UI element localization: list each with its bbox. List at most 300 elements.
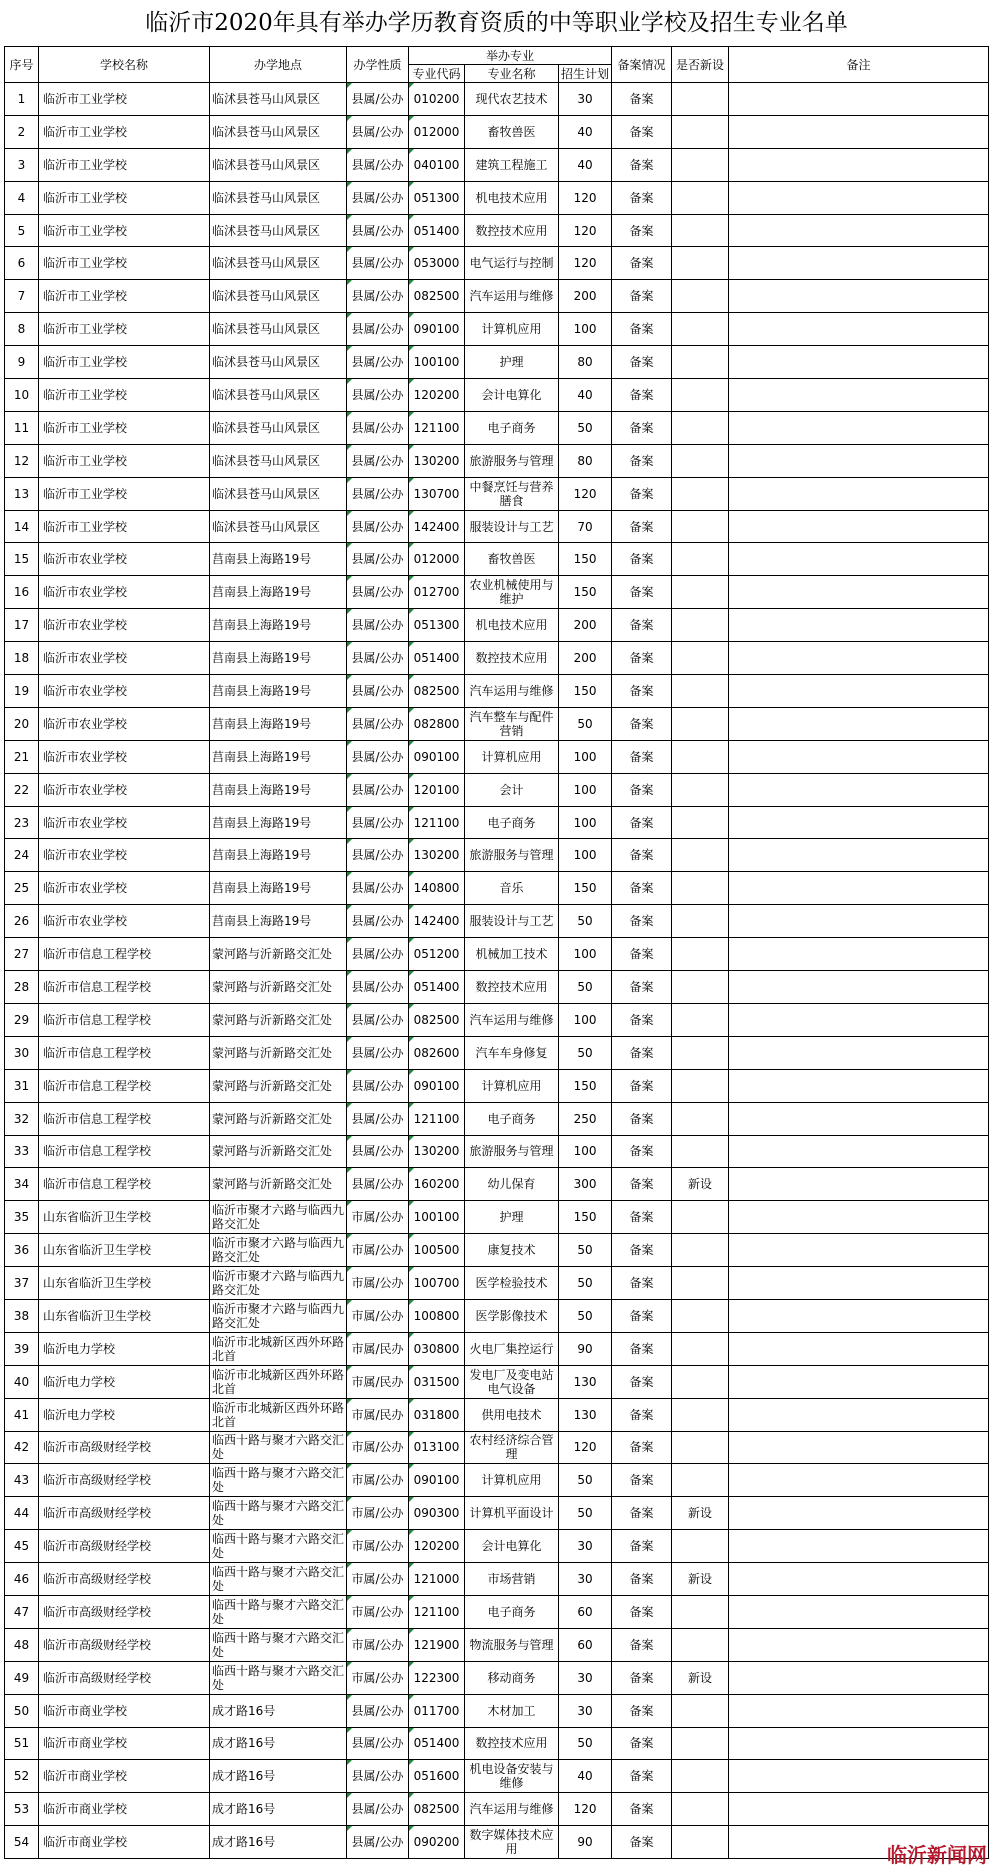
row-filing: 备案 xyxy=(612,1135,672,1168)
table-row xyxy=(5,1267,989,1300)
row-seq: 14 xyxy=(5,510,39,543)
row-remark xyxy=(729,740,989,773)
row-school: 临沂市农业学校 xyxy=(39,609,210,642)
table-row xyxy=(5,1431,989,1464)
row-major-name: 农村经济综合管理 xyxy=(465,1431,559,1464)
row-seq: 32 xyxy=(5,1102,39,1135)
row-code: 040100 xyxy=(409,148,465,181)
row-location: 临沂市北城新区西外环路北首 xyxy=(210,1365,347,1398)
row-plan: 40 xyxy=(559,115,612,148)
row-new xyxy=(672,247,729,280)
row-code: 010200 xyxy=(409,83,465,116)
row-school: 临沂市商业学校 xyxy=(39,1694,210,1727)
row-major-name: 数控技术应用 xyxy=(465,642,559,675)
row-seq: 30 xyxy=(5,1036,39,1069)
row-nature: 市属/公办 xyxy=(347,1497,409,1530)
row-plan: 50 xyxy=(559,1497,612,1530)
row-major-name: 会计电算化 xyxy=(465,379,559,412)
row-school: 临沂市工业学校 xyxy=(39,214,210,247)
table-row xyxy=(5,1563,989,1596)
row-location: 临西十路与聚才六路交汇处 xyxy=(210,1661,347,1694)
table-row xyxy=(5,214,989,247)
row-plan: 150 xyxy=(559,675,612,708)
row-remark xyxy=(729,872,989,905)
row-code: 012700 xyxy=(409,576,465,609)
row-seq: 25 xyxy=(5,872,39,905)
row-remark xyxy=(729,1069,989,1102)
row-new xyxy=(672,1036,729,1069)
row-location: 临西十路与聚才六路交汇处 xyxy=(210,1530,347,1563)
row-filing: 备案 xyxy=(612,379,672,412)
row-plan: 50 xyxy=(559,905,612,938)
row-remark xyxy=(729,1036,989,1069)
row-code: 013100 xyxy=(409,1431,465,1464)
row-filing: 备案 xyxy=(612,1628,672,1661)
row-remark xyxy=(729,1431,989,1464)
row-major-name: 旅游服务与管理 xyxy=(465,1135,559,1168)
row-location: 临沭县苍马山风景区 xyxy=(210,214,347,247)
row-remark xyxy=(729,148,989,181)
row-major-name: 旅游服务与管理 xyxy=(465,444,559,477)
row-new xyxy=(672,1365,729,1398)
row-major-name: 电子商务 xyxy=(465,411,559,444)
row-remark xyxy=(729,1332,989,1365)
row-new xyxy=(672,806,729,839)
row-major-name: 电气运行与控制 xyxy=(465,247,559,280)
row-location: 临沭县苍马山风景区 xyxy=(210,411,347,444)
row-plan: 100 xyxy=(559,773,612,806)
row-seq: 51 xyxy=(5,1727,39,1760)
row-remark xyxy=(729,379,989,412)
table-row xyxy=(5,707,989,740)
table-row xyxy=(5,1628,989,1661)
row-new xyxy=(672,609,729,642)
row-filing: 备案 xyxy=(612,313,672,346)
row-code: 121100 xyxy=(409,411,465,444)
row-location: 蒙河路与沂新路交汇处 xyxy=(210,971,347,1004)
row-filing: 备案 xyxy=(612,806,672,839)
row-code: 090100 xyxy=(409,1069,465,1102)
row-seq: 13 xyxy=(5,477,39,510)
row-location: 莒南县上海路19号 xyxy=(210,905,347,938)
row-major-name: 医学检验技术 xyxy=(465,1267,559,1300)
row-seq: 39 xyxy=(5,1332,39,1365)
row-location: 临沭县苍马山风景区 xyxy=(210,280,347,313)
row-major-name: 数字媒体技术应用 xyxy=(465,1826,559,1859)
row-code: 142400 xyxy=(409,510,465,543)
row-remark xyxy=(729,346,989,379)
row-filing: 备案 xyxy=(612,642,672,675)
row-nature: 县属/公办 xyxy=(347,313,409,346)
row-major-name: 机电设备安装与维修 xyxy=(465,1760,559,1793)
table-row xyxy=(5,1694,989,1727)
table-row xyxy=(5,1398,989,1431)
row-major-name: 畜牧兽医 xyxy=(465,115,559,148)
row-nature: 县属/公办 xyxy=(347,1760,409,1793)
row-major-name: 幼儿保育 xyxy=(465,1168,559,1201)
table-row xyxy=(5,1036,989,1069)
row-major-name: 会计电算化 xyxy=(465,1530,559,1563)
row-new xyxy=(672,1595,729,1628)
row-filing: 备案 xyxy=(612,1102,672,1135)
row-new xyxy=(672,905,729,938)
row-school: 临沂市工业学校 xyxy=(39,247,210,280)
row-location: 蒙河路与沂新路交汇处 xyxy=(210,1003,347,1036)
row-new xyxy=(672,543,729,576)
row-new xyxy=(672,642,729,675)
row-code: 012000 xyxy=(409,115,465,148)
row-plan: 120 xyxy=(559,477,612,510)
row-plan: 250 xyxy=(559,1102,612,1135)
row-new xyxy=(672,181,729,214)
row-new xyxy=(672,1069,729,1102)
row-school: 临沂市工业学校 xyxy=(39,115,210,148)
row-filing: 备案 xyxy=(612,1661,672,1694)
row-remark xyxy=(729,609,989,642)
row-filing: 备案 xyxy=(612,346,672,379)
row-plan: 50 xyxy=(559,1234,612,1267)
row-code: 100700 xyxy=(409,1267,465,1300)
row-filing: 备案 xyxy=(612,181,672,214)
row-nature: 县属/公办 xyxy=(347,280,409,313)
row-new xyxy=(672,313,729,346)
row-nature: 市属/公办 xyxy=(347,1628,409,1661)
header-filing: 备案情况 xyxy=(612,47,672,83)
table-row xyxy=(5,642,989,675)
row-plan: 30 xyxy=(559,1661,612,1694)
header-code: 专业代码 xyxy=(409,65,465,83)
row-new: 新设 xyxy=(672,1563,729,1596)
row-plan: 100 xyxy=(559,1003,612,1036)
row-plan: 50 xyxy=(559,971,612,1004)
row-nature: 县属/公办 xyxy=(347,707,409,740)
row-location: 莒南县上海路19号 xyxy=(210,773,347,806)
row-major-name: 火电厂集控运行 xyxy=(465,1332,559,1365)
row-remark xyxy=(729,1267,989,1300)
row-plan: 200 xyxy=(559,642,612,675)
row-plan: 30 xyxy=(559,1694,612,1727)
row-filing: 备案 xyxy=(612,1168,672,1201)
row-nature: 县属/公办 xyxy=(347,1069,409,1102)
row-school: 临沂市商业学校 xyxy=(39,1760,210,1793)
row-code: 100800 xyxy=(409,1299,465,1332)
row-new xyxy=(672,1727,729,1760)
row-major-name: 数控技术应用 xyxy=(465,214,559,247)
row-nature: 市属/公办 xyxy=(347,1234,409,1267)
row-new xyxy=(672,1267,729,1300)
row-filing: 备案 xyxy=(612,1069,672,1102)
row-major-name: 服装设计与工艺 xyxy=(465,510,559,543)
row-major-name: 机电技术应用 xyxy=(465,181,559,214)
table-row xyxy=(5,1464,989,1497)
row-plan: 100 xyxy=(559,839,612,872)
table-row xyxy=(5,313,989,346)
school-major-table xyxy=(4,46,989,1867)
row-filing: 备案 xyxy=(612,675,672,708)
row-seq: 17 xyxy=(5,609,39,642)
row-code: 012000 xyxy=(409,543,465,576)
row-code: 031800 xyxy=(409,1398,465,1431)
row-plan: 30 xyxy=(559,83,612,116)
row-nature: 县属/公办 xyxy=(347,609,409,642)
row-nature: 县属/公办 xyxy=(347,1727,409,1760)
row-major-name: 移动商务 xyxy=(465,1661,559,1694)
row-seq: 31 xyxy=(5,1069,39,1102)
row-filing: 备案 xyxy=(612,115,672,148)
row-school: 临沂市高级财经学校 xyxy=(39,1431,210,1464)
table-row xyxy=(5,806,989,839)
row-remark xyxy=(729,411,989,444)
row-filing: 备案 xyxy=(612,214,672,247)
row-plan: 100 xyxy=(559,1135,612,1168)
row-code: 090100 xyxy=(409,740,465,773)
header-nature: 办学性质 xyxy=(347,47,409,83)
row-plan: 60 xyxy=(559,1628,612,1661)
row-plan: 200 xyxy=(559,280,612,313)
row-filing: 备案 xyxy=(612,971,672,1004)
table-row xyxy=(5,1661,989,1694)
table-row xyxy=(5,938,989,971)
row-plan: 90 xyxy=(559,1826,612,1859)
row-seq: 52 xyxy=(5,1760,39,1793)
row-seq: 28 xyxy=(5,971,39,1004)
row-seq: 24 xyxy=(5,839,39,872)
header-location: 办学地点 xyxy=(210,47,347,83)
row-location: 临沂市北城新区西外环路北首 xyxy=(210,1332,347,1365)
row-code: 011700 xyxy=(409,1694,465,1727)
row-plan: 150 xyxy=(559,543,612,576)
table-row xyxy=(5,543,989,576)
row-school: 临沂市农业学校 xyxy=(39,576,210,609)
row-remark xyxy=(729,510,989,543)
row-nature: 县属/公办 xyxy=(347,1793,409,1826)
row-filing: 备案 xyxy=(612,1464,672,1497)
row-location: 莒南县上海路19号 xyxy=(210,543,347,576)
row-new: 新设 xyxy=(672,1661,729,1694)
row-new xyxy=(672,1102,729,1135)
row-seq: 35 xyxy=(5,1201,39,1234)
row-code: 082500 xyxy=(409,1003,465,1036)
row-new xyxy=(672,675,729,708)
row-nature: 县属/公办 xyxy=(347,214,409,247)
row-nature: 县属/公办 xyxy=(347,115,409,148)
row-filing: 备案 xyxy=(612,1431,672,1464)
row-code: 121900 xyxy=(409,1628,465,1661)
row-seq: 18 xyxy=(5,642,39,675)
row-location: 莒南县上海路19号 xyxy=(210,609,347,642)
table-row xyxy=(5,1168,989,1201)
row-school: 临沂市农业学校 xyxy=(39,872,210,905)
row-school: 临沂市信息工程学校 xyxy=(39,1102,210,1135)
row-location: 临西十路与聚才六路交汇处 xyxy=(210,1595,347,1628)
row-major-name: 汽车运用与维修 xyxy=(465,1793,559,1826)
row-school: 临沂市工业学校 xyxy=(39,444,210,477)
table-row xyxy=(5,1760,989,1793)
row-new xyxy=(672,1003,729,1036)
row-seq: 50 xyxy=(5,1694,39,1727)
row-location: 成才路16号 xyxy=(210,1727,347,1760)
row-location: 临西十路与聚才六路交汇处 xyxy=(210,1628,347,1661)
row-major-name: 会计 xyxy=(465,773,559,806)
row-location: 临沭县苍马山风景区 xyxy=(210,444,347,477)
row-code: 051400 xyxy=(409,1727,465,1760)
row-remark xyxy=(729,1102,989,1135)
row-code: 130700 xyxy=(409,477,465,510)
row-school: 临沂市农业学校 xyxy=(39,905,210,938)
page-title: 临沂市2020年具有举办学历教育资质的中等职业学校及招生专业名单 xyxy=(145,10,848,36)
table-row xyxy=(5,609,989,642)
row-filing: 备案 xyxy=(612,1003,672,1036)
row-school: 临沂市高级财经学校 xyxy=(39,1497,210,1530)
row-school: 临沂电力学校 xyxy=(39,1332,210,1365)
row-code: 160200 xyxy=(409,1168,465,1201)
row-major-name: 数控技术应用 xyxy=(465,1727,559,1760)
row-school: 临沂市信息工程学校 xyxy=(39,971,210,1004)
row-location: 临西十路与聚才六路交汇处 xyxy=(210,1497,347,1530)
table-row xyxy=(5,510,989,543)
row-major-name: 计算机应用 xyxy=(465,1069,559,1102)
row-new xyxy=(672,971,729,1004)
row-school: 临沂市工业学校 xyxy=(39,313,210,346)
table-row xyxy=(5,181,989,214)
row-remark xyxy=(729,83,989,116)
row-seq: 42 xyxy=(5,1431,39,1464)
row-seq: 23 xyxy=(5,806,39,839)
row-remark xyxy=(729,1760,989,1793)
table-row xyxy=(5,346,989,379)
row-major-name: 旅游服务与管理 xyxy=(465,839,559,872)
row-code: 082600 xyxy=(409,1036,465,1069)
table-row xyxy=(5,83,989,116)
row-new xyxy=(672,214,729,247)
row-seq: 22 xyxy=(5,773,39,806)
row-code: 100100 xyxy=(409,346,465,379)
header-seq: 序号 xyxy=(5,47,39,83)
row-remark xyxy=(729,1201,989,1234)
row-nature: 县属/公办 xyxy=(347,83,409,116)
row-major-name: 汽车运用与维修 xyxy=(465,675,559,708)
row-new xyxy=(672,1332,729,1365)
row-nature: 县属/公办 xyxy=(347,1135,409,1168)
row-seq: 38 xyxy=(5,1299,39,1332)
row-nature: 市属/公办 xyxy=(347,1299,409,1332)
row-filing: 备案 xyxy=(612,1299,672,1332)
row-code: 090300 xyxy=(409,1497,465,1530)
row-new xyxy=(672,1760,729,1793)
row-major-name: 计算机应用 xyxy=(465,313,559,346)
row-location: 临西十路与聚才六路交汇处 xyxy=(210,1464,347,1497)
row-new xyxy=(672,1299,729,1332)
row-major-name: 现代农艺技术 xyxy=(465,83,559,116)
row-nature: 市属/公办 xyxy=(347,1201,409,1234)
row-filing: 备案 xyxy=(612,576,672,609)
row-location: 蒙河路与沂新路交汇处 xyxy=(210,1168,347,1201)
row-location: 临沂市聚才六路与临西九路交汇处 xyxy=(210,1299,347,1332)
row-seq: 9 xyxy=(5,346,39,379)
row-plan: 80 xyxy=(559,444,612,477)
row-school: 临沂市工业学校 xyxy=(39,510,210,543)
row-nature: 县属/公办 xyxy=(347,642,409,675)
watermark-logo: 临沂新闻网 xyxy=(887,1843,987,1867)
row-school: 临沂市高级财经学校 xyxy=(39,1661,210,1694)
row-seq: 54 xyxy=(5,1826,39,1859)
row-new xyxy=(672,872,729,905)
row-code: 030800 xyxy=(409,1332,465,1365)
row-seq: 53 xyxy=(5,1793,39,1826)
row-new xyxy=(672,280,729,313)
row-location: 成才路16号 xyxy=(210,1826,347,1859)
row-filing: 备案 xyxy=(612,280,672,313)
row-nature: 县属/公办 xyxy=(347,1003,409,1036)
row-school: 临沂市商业学校 xyxy=(39,1826,210,1859)
row-new xyxy=(672,444,729,477)
table-body xyxy=(5,83,989,1867)
row-code: 120200 xyxy=(409,379,465,412)
row-major-name: 中餐烹饪与营养膳食 xyxy=(465,477,559,510)
row-remark xyxy=(729,444,989,477)
row-plan: 50 xyxy=(559,1464,612,1497)
row-code: 090100 xyxy=(409,313,465,346)
row-filing: 备案 xyxy=(612,839,672,872)
row-location: 莒南县上海路19号 xyxy=(210,839,347,872)
table-row xyxy=(5,379,989,412)
row-school: 临沂市农业学校 xyxy=(39,740,210,773)
table-row xyxy=(5,411,989,444)
row-remark xyxy=(729,1234,989,1267)
table-row xyxy=(5,773,989,806)
row-school: 临沂市高级财经学校 xyxy=(39,1595,210,1628)
row-major-name: 计算机应用 xyxy=(465,1464,559,1497)
row-location: 临沭县苍马山风景区 xyxy=(210,181,347,214)
row-major-name: 服装设计与工艺 xyxy=(465,905,559,938)
row-major-name: 汽车运用与维修 xyxy=(465,280,559,313)
row-school: 临沂市信息工程学校 xyxy=(39,1036,210,1069)
row-code: 051300 xyxy=(409,181,465,214)
row-major-name: 电子商务 xyxy=(465,1595,559,1628)
table-row xyxy=(5,477,989,510)
row-location: 蒙河路与沂新路交汇处 xyxy=(210,1102,347,1135)
row-major-name: 电子商务 xyxy=(465,806,559,839)
row-remark xyxy=(729,806,989,839)
row-remark xyxy=(729,181,989,214)
row-school: 临沂市高级财经学校 xyxy=(39,1563,210,1596)
row-seq: 45 xyxy=(5,1530,39,1563)
row-major-name: 计算机应用 xyxy=(465,740,559,773)
row-school: 临沂市农业学校 xyxy=(39,543,210,576)
row-new xyxy=(672,411,729,444)
row-code: 121100 xyxy=(409,1595,465,1628)
row-plan: 50 xyxy=(559,1727,612,1760)
row-seq: 19 xyxy=(5,675,39,708)
header-majors: 举办专业 xyxy=(409,47,612,65)
row-school: 临沂市高级财经学校 xyxy=(39,1628,210,1661)
row-nature: 县属/公办 xyxy=(347,1102,409,1135)
row-plan: 80 xyxy=(559,346,612,379)
row-new: 新设 xyxy=(672,1497,729,1530)
row-new xyxy=(672,576,729,609)
row-new xyxy=(672,1628,729,1661)
row-school: 临沂市商业学校 xyxy=(39,1727,210,1760)
row-nature: 县属/公办 xyxy=(347,411,409,444)
row-code: 130200 xyxy=(409,444,465,477)
table-row xyxy=(5,1069,989,1102)
row-filing: 备案 xyxy=(612,609,672,642)
row-seq: 44 xyxy=(5,1497,39,1530)
row-filing: 备案 xyxy=(612,872,672,905)
row-seq: 34 xyxy=(5,1168,39,1201)
row-new xyxy=(672,1398,729,1431)
row-new xyxy=(672,1464,729,1497)
